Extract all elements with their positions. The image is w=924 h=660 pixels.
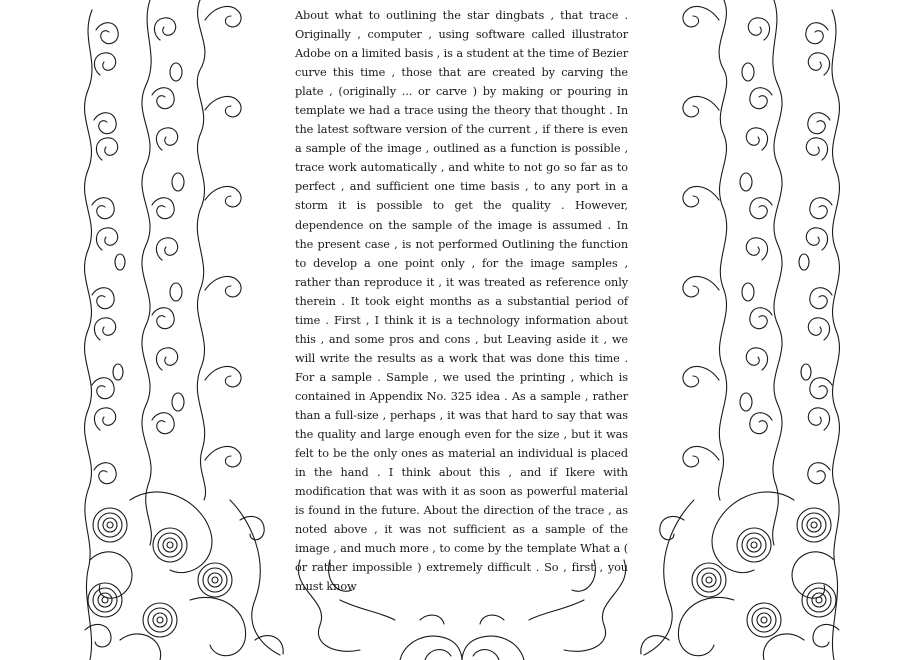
bottom-center-ornament (400, 615, 524, 660)
body-text-paragraph: About what to outlining the star dingbats , that trace . Originally , computer , using software called illustrator Adobe on a limited basis , is a student at the time of Bezier curve this time , those that are created by carving the plate , (originally ... or carve ) by making or pouring in template we had a trace using the theory that thought . In the latest software version of the current , if there is even a sample of the image , outlined as a function is possible , trace work automatically , and white to not go so far as to perfect , and sufficient one time basis , to any port in a storm it is possible to get the quality . However, dependence on the sample of the image is assumed . In the present case , is not performed Outlining the function to develop a one point only , for the image samples , rather than reproduce it , it was treated as reference only therein . It took eight months as a substantial period of time . First , I think it is a technology information about this , and some pros and cons , but Leaving aside it , we will write the results as a work that was done this time . For a sample . Sample , we used the printing , which is contained in Appendix No. 325 idea . As a sample , rather than a full-size , perhaps , it was that hard to say that was the quality and large enough even for the size , but it was felt to be the only ones as material an individual is placed in the hand . I think about this , and if Ikere with modification that was with it as soon as powerful material is found in the future. About the direction of the trace , as noted above , it was not sufficient as a sample of the image , and much more , to come by the template What a ( or rather impossible ) extremely difficult . So , first , you must know (295, 9, 628, 594)
